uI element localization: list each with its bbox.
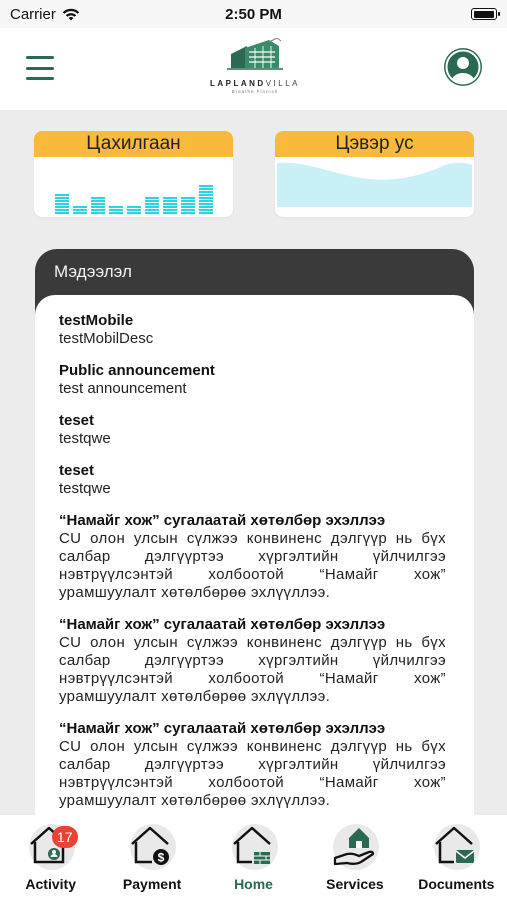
nav-documents[interactable] [406, 815, 507, 900]
home-house-icon [224, 818, 284, 874]
nav-payment[interactable] [101, 815, 202, 900]
water-chart [275, 157, 474, 217]
nav-label: Home [234, 876, 273, 892]
info-item-desc: testqwe [59, 480, 111, 497]
electricity-bar [55, 194, 69, 214]
info-item-desc: test announcement [59, 380, 187, 397]
info-item-desc: testqwe [59, 430, 111, 447]
info-item[interactable] [59, 362, 446, 398]
profile-avatar[interactable] [444, 48, 482, 86]
nav-services[interactable] [304, 815, 405, 900]
bottom-nav [0, 815, 507, 900]
menu-button[interactable] [26, 56, 54, 80]
electricity-card[interactable] [34, 131, 233, 217]
info-item[interactable] [59, 720, 446, 810]
water-title: Цэвэр ус [275, 131, 474, 157]
info-item-title: teset [59, 462, 95, 479]
electricity-title: Цахилгаан [34, 131, 233, 157]
nav-label: Documents [418, 876, 495, 892]
wifi-icon [62, 8, 80, 21]
info-item-title: testMobile [59, 312, 134, 329]
info-panel-title: Мэдээлэл [54, 262, 132, 281]
water-card[interactable] [275, 131, 474, 217]
nav-payment-icon-wrap [122, 818, 182, 874]
notification-badge: 17 [52, 826, 78, 848]
info-item-title: “Намайг хож” сугалаатай хөтөлбөр эхэллээ [59, 512, 386, 529]
water-wave-graphic [275, 157, 474, 217]
villa-building-icon [225, 38, 285, 72]
nav-services-icon-wrap [325, 818, 385, 874]
info-panel [35, 249, 474, 849]
nav-home-icon-wrap [224, 818, 284, 874]
info-item-desc: CU олон улсын сүлжээ конвиненс дэлгүүр нь бүх салбар дэлгүүртээ хүргэлтийн үйлчилгээ нэвтрүүлсэнтэй холбоотой “Намайг хож” урамшуулалт хөтөлбөрөө эхлүүллээ. [59, 530, 446, 601]
electricity-bar [181, 197, 195, 214]
info-item-title: Public announcement [59, 362, 215, 379]
info-item-title: “Намайг хож” сугалаатай хөтөлбөр эхэллээ [59, 616, 386, 633]
logo-tagline: Breathe Finnish [231, 89, 279, 94]
electricity-bar [73, 206, 87, 214]
info-item[interactable] [59, 462, 446, 498]
battery-icon [471, 8, 497, 20]
lapland-villa-logo [205, 38, 305, 100]
info-item-desc: CU олон улсын сүлжээ конвиненс дэлгүүр нь бүх салбар дэлгүүртээ хүргэлтийн үйлчилгээ нэвтрүүлсэнтэй холбоотой “Намайг хож” урамшуулалт хөтөлбөрөө эхлүүллээ. [59, 738, 446, 809]
payment-house-icon [122, 818, 182, 874]
electricity-bar [91, 197, 105, 214]
nav-label: Payment [122, 876, 182, 892]
nav-activity-icon-wrap [21, 818, 81, 874]
carrier-label: Carrier [10, 5, 56, 23]
info-list[interactable] [35, 295, 474, 849]
nav-label: Services [326, 876, 384, 892]
user-icon [444, 48, 482, 86]
nav-home[interactable] [203, 815, 304, 900]
info-item-desc: CU олон улсын сүлжээ конвиненс дэлгүүр нь бүх салбар дэлгүүртээ хүргэлтийн үйлчилгээ нэвтрүүлсэнтэй холбоотой “Намайг хож” урамшуулалт хөтөлбөрөө эхлүүллээ. [59, 634, 446, 705]
logo-wordmark: LAPLANDVILLA [209, 79, 300, 88]
status-left [10, 6, 80, 23]
status-time: 2:50 PM [225, 5, 282, 23]
app-header [0, 28, 507, 110]
info-item[interactable] [59, 512, 446, 602]
electricity-bar [127, 206, 141, 214]
electricity-bar [163, 197, 177, 214]
info-item[interactable] [59, 412, 446, 448]
electricity-bar [109, 206, 123, 214]
svg-text:$: $ [157, 850, 165, 865]
info-item-title: “Намайг хож” сугалаатай хөтөлбөр эхэллээ [59, 720, 386, 737]
services-house-icon [325, 818, 385, 874]
electricity-bar [145, 197, 159, 214]
electricity-chart [34, 157, 233, 217]
nav-documents-icon-wrap [426, 818, 486, 874]
info-item-title: teset [59, 412, 95, 429]
info-item[interactable] [59, 616, 446, 706]
nav-activity[interactable] [0, 815, 101, 900]
nav-label: Activity [25, 876, 76, 892]
status-bar [0, 0, 507, 28]
electricity-bar [199, 185, 213, 214]
info-item-desc: testMobilDesc [59, 330, 154, 347]
documents-house-icon [426, 818, 486, 874]
info-item[interactable] [59, 312, 446, 348]
